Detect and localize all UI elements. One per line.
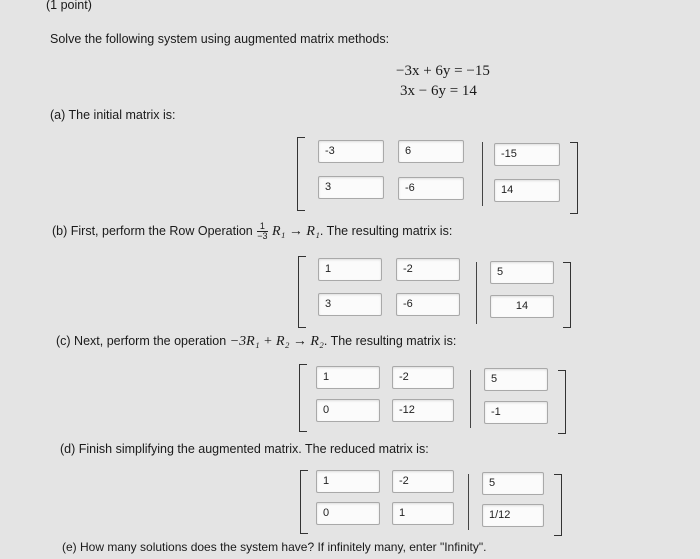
part-b-fraction xyxy=(257,222,267,241)
matrix-d-r2c2[interactable]: 1 xyxy=(392,502,454,525)
matrix-c-r2c3[interactable]: -1 xyxy=(484,401,548,424)
matrix-d-r2c3[interactable]: 1/12 xyxy=(482,504,544,527)
part-e-label: (e) How many solutions does the system have? If infinitely many, enter "Infinity". xyxy=(62,540,487,554)
part-a-label: (a) The initial matrix is: xyxy=(50,108,176,122)
instruction-text: Solve the following system using augmented matrix methods: xyxy=(50,32,390,46)
equation-1: −3x + 6y = −15 xyxy=(396,63,490,79)
matrix-a-r2c3[interactable]: 14 xyxy=(494,179,560,202)
fraction-numerator: 1 xyxy=(257,222,267,232)
right-bracket xyxy=(554,474,562,536)
fraction-denominator: −3 xyxy=(257,231,268,241)
equation-2: 3x − 6y = 14 xyxy=(400,83,477,99)
part-c-label-start: (c) Next, perform the operation xyxy=(56,334,227,348)
part-b-label-end: . The resulting matrix is: xyxy=(319,223,453,238)
part-c-label-end: . The resulting matrix is: xyxy=(323,334,457,348)
left-bracket xyxy=(300,470,308,534)
matrix-a-r1c3[interactable]: -15 xyxy=(494,143,560,166)
matrix-d-r1c3[interactable]: 5 xyxy=(482,472,544,495)
matrix-b-r2c3[interactable]: 14 xyxy=(490,295,554,318)
augment-divider xyxy=(482,142,483,206)
points-label: (1 point) xyxy=(46,0,92,12)
matrix-c-r1c3[interactable]: 5 xyxy=(484,368,548,391)
augment-divider xyxy=(468,474,469,530)
matrix-a-r2c2[interactable]: -6 xyxy=(398,177,464,200)
right-bracket xyxy=(570,142,578,214)
matrix-c-r1c2[interactable]: -2 xyxy=(392,366,454,389)
matrix-b-r1c3[interactable]: 5 xyxy=(490,261,554,284)
part-d-label: (d) Finish simplifying the augmented matrix. The reduced matrix is: xyxy=(60,442,429,456)
matrix-b-r2c1[interactable]: 3 xyxy=(318,293,382,316)
part-c-operation: −3R₁ + R₂ → R₂ xyxy=(229,334,324,349)
matrix-c-r2c2[interactable]: -12 xyxy=(392,399,454,422)
left-bracket xyxy=(299,364,307,432)
left-bracket xyxy=(297,137,305,211)
part-b-label xyxy=(52,222,452,241)
matrix-d-r1c2[interactable]: -2 xyxy=(392,470,454,493)
matrix-c-r1c1[interactable]: 1 xyxy=(316,366,380,389)
matrix-a-r2c1[interactable]: 3 xyxy=(318,176,384,199)
matrix-c-r2c1[interactable]: 0 xyxy=(316,399,380,422)
matrix-b-r1c2[interactable]: -2 xyxy=(396,258,460,281)
matrix-a-r1c1[interactable]: -3 xyxy=(318,140,384,163)
augment-divider xyxy=(476,262,477,324)
part-b-label-start: (b) First, perform the Row Operation xyxy=(52,223,253,238)
matrix-a-r1c2[interactable]: 6 xyxy=(398,140,464,163)
right-bracket xyxy=(563,262,571,328)
part-b-operation: R₁ → R₁ xyxy=(272,223,320,239)
augment-divider xyxy=(470,370,471,428)
matrix-d-r2c1[interactable]: 0 xyxy=(316,502,380,525)
left-bracket xyxy=(298,256,306,328)
matrix-d-r1c1[interactable]: 1 xyxy=(316,470,380,493)
right-bracket xyxy=(558,370,566,434)
matrix-b-r2c2[interactable]: -6 xyxy=(396,293,460,316)
part-c-label xyxy=(56,334,456,350)
matrix-b-r1c1[interactable]: 1 xyxy=(318,258,382,281)
